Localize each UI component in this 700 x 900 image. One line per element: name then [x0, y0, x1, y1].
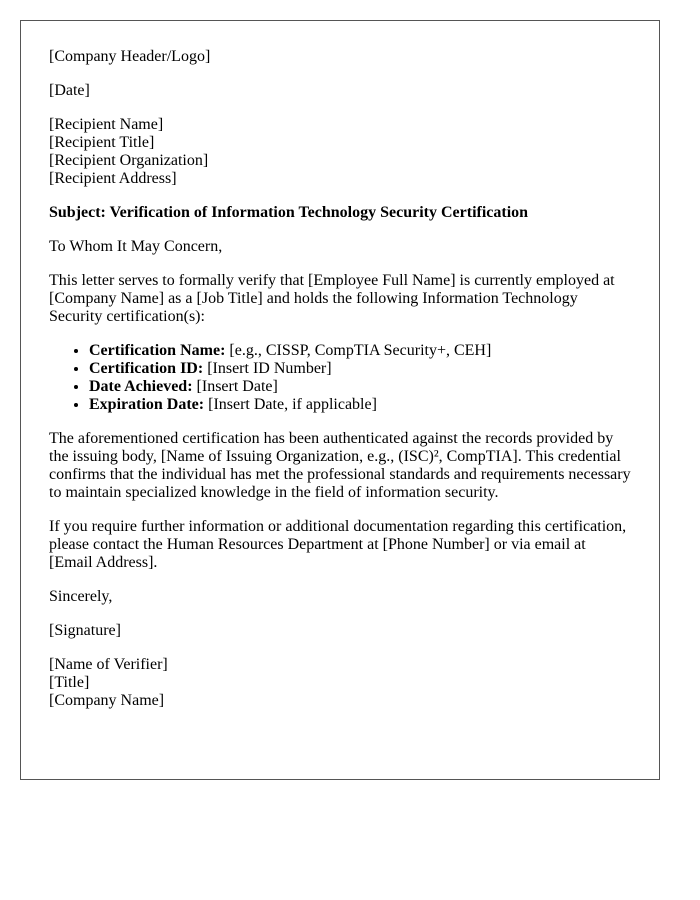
closing: Sincerely,: [49, 588, 113, 605]
salutation: To Whom It May Concern,: [49, 238, 223, 255]
cert-id-value: [Insert ID Number]: [203, 360, 332, 377]
signature: [Signature]: [49, 622, 121, 639]
recipient-block: [49, 116, 631, 188]
date-achieved-value: [Insert Date]: [192, 378, 278, 395]
verifier-name: [Name of Verifier]: [49, 656, 168, 673]
letter-page: [20, 20, 660, 780]
verifier-company: [Company Name]: [49, 692, 165, 709]
list-item: [89, 396, 631, 414]
recipient-name: [Recipient Name]: [49, 116, 164, 133]
contact-paragraph: If you require further information or additional documentation regarding this certification, please contact the Human Resources Department at [Phone Number] or via email at [Email Address].: [49, 518, 627, 571]
verifier-block: [49, 656, 631, 710]
list-item: [89, 342, 631, 360]
list-item: [89, 360, 631, 378]
verifier-title: [Title]: [49, 674, 90, 691]
expiration-date-label: Expiration Date:: [89, 396, 205, 413]
letter-date: [Date]: [49, 82, 90, 99]
certification-list: [49, 342, 631, 414]
recipient-address: [Recipient Address]: [49, 170, 177, 187]
letter-subject: Subject: Verification of Information Technology Security Certification: [49, 204, 529, 221]
company-header: [Company Header/Logo]: [49, 48, 211, 65]
cert-id-label: Certification ID:: [89, 360, 204, 377]
list-item: [89, 378, 631, 396]
cert-name-label: Certification Name:: [89, 342, 226, 359]
authentication-paragraph: The aforementioned certification has been authenticated against the records provided by the issuing body, [Name of Issuing Organization, e.g., (ISC)², CompTIA]. This credential confirms that the individual has met the professional standards and requirements necessary to maintain specialized knowledge in the field of information security.: [49, 430, 631, 501]
recipient-title: [Recipient Title]: [49, 134, 155, 151]
date-achieved-label: Date Achieved:: [89, 378, 193, 395]
recipient-organization: [Recipient Organization]: [49, 152, 209, 169]
intro-paragraph: This letter serves to formally verify that [Employee Full Name] is currently employed at [Company Name] as a [Job Title] and holds the following Information Technology Security certification(s):: [49, 272, 615, 325]
expiration-date-value: [Insert Date, if applicable]: [204, 396, 377, 413]
cert-name-value: [e.g., CISSP, CompTIA Security+, CEH]: [225, 342, 492, 359]
